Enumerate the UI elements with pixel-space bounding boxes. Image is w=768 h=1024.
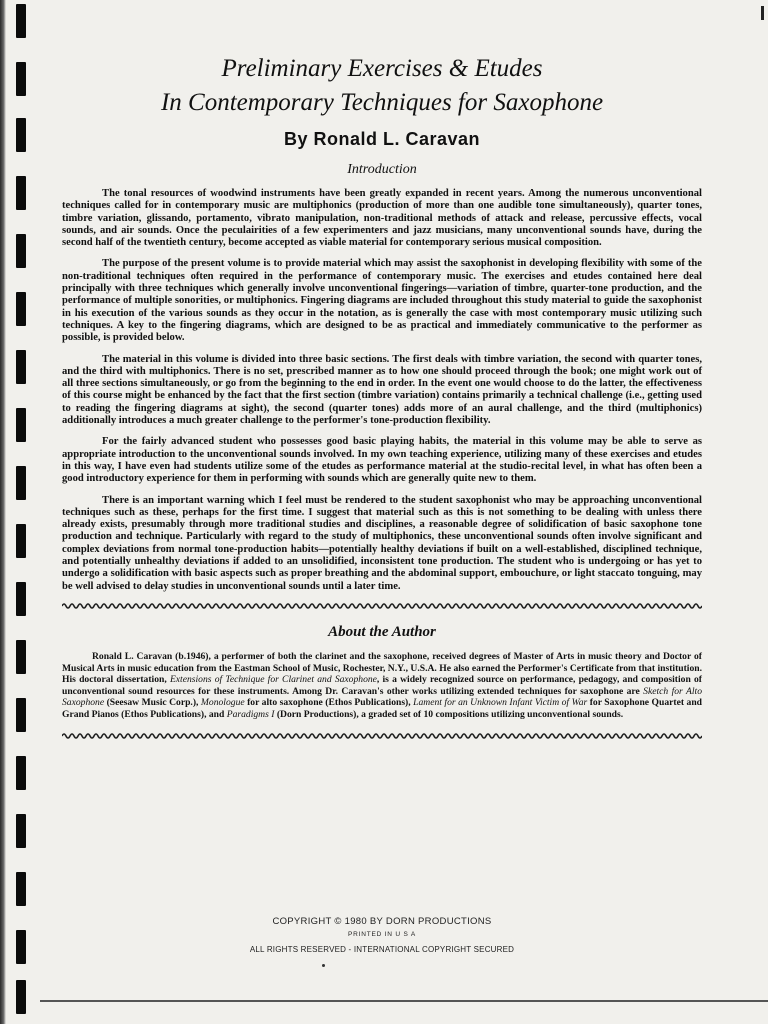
binding-hole xyxy=(16,62,26,96)
binding-hole xyxy=(16,176,26,210)
binding-hole xyxy=(16,118,26,152)
printed-in-line: PRINTED IN U S A xyxy=(347,931,417,938)
copyright-line: COPYRIGHT © 1980 BY DORN PRODUCTIONS xyxy=(272,916,492,927)
binding-hole xyxy=(16,4,26,38)
wavy-divider-2 xyxy=(62,732,702,740)
intro-paragraph-2: The purpose of the present volume is to provide material which may assist the saxophonist in developing flexibility with some of the non-traditional techniques often required in the performance of contemporary music. The exercises and etudes contained here deal principally with three techniques which generally involve unconventional fingerings—variation of timbre, quarter-tone production, and the performance of multiple sonorities, or multiphonics. Fingering diagrams are included throughout this study material to guide the saxophonist in his execution of the various sounds as they occur in the notation, as is generally the case with most contemporary music utilizing such techniques. A key to the fingering diagrams, which are designed to be as practical and immediately communicative to the performer as possible, is provided below. xyxy=(62,258,702,344)
title-line-1: Preliminary Exercises & Etudes xyxy=(221,55,543,82)
binding-hole xyxy=(16,814,26,848)
binding-hole xyxy=(16,756,26,790)
binding-hole xyxy=(16,292,26,326)
page-corner-mark xyxy=(761,6,764,20)
binding-hole xyxy=(16,466,26,500)
wavy-divider-1 xyxy=(62,602,702,610)
binding-hole xyxy=(16,640,26,674)
page-edge-shadow xyxy=(0,0,6,1024)
binding-hole xyxy=(16,524,26,558)
rights-reserved-line: ALL RIGHTS RESERVED - INTERNATIONAL COPYRIGHT SECURED xyxy=(249,945,515,954)
binding-hole xyxy=(16,980,26,1014)
about-author-heading: About the Author xyxy=(328,623,436,640)
binding-hole xyxy=(16,930,26,964)
binding-hole xyxy=(16,698,26,732)
intro-paragraph-3: The material in this volume is divided into three basic sections. The first deals with timbre variation, the second with quarter tones, and the third with multiphonics. There is no set, prescribed manner as to how one should proceed through the book; one might work out of all three sections simultaneously, or go from the beginning to the end in order. In the event one would choose to do the latter, the effectiveness of this course might be enhanced by the fact that the first section (timbre variation) contains primarily a technical challenge (i.e., getting used to reading the fingering diagrams at sight), the second (quarter tones) adds more of an aural challenge, and the third (multiphonics) additionally introduces a much greater challenge to the performer's tone-production flexibility. xyxy=(62,353,702,427)
intro-paragraph-5: There is an important warning which I feel must be rendered to the student saxophonist who may be approaching unconventional techniques such as these, perhaps for the first time. I suggest that material such as this is not something to be dealing with unless there already exists, presumably through more traditional studies and disciplines, a reasonable degree of solidification of basic saxophone tone production and technique. Particularly with regard to the study of multiphonics, these unconventional sounds often involve significant and complex deviations from normal tone-production habits—potentially healthy deviations if built on a well-established, disciplined technique, and potentially unhealthy deviations if added to an unsolidified, inconsistent tone production. The student who is undergoing or has yet to undergo a solidification with basic aspects such as proper breathing and the abdominal support, embouchure, or light staccato tonguing, may be well advised to delay studies in unconventional sounds until a later time. xyxy=(62,494,702,592)
spiral-binding xyxy=(0,0,40,1024)
printer-dot xyxy=(322,964,325,967)
author-byline: By Ronald L. Caravan xyxy=(283,129,481,149)
binding-hole xyxy=(16,350,26,384)
binding-hole xyxy=(16,234,26,268)
document-page xyxy=(62,52,702,744)
author-bio: Ronald L. Caravan (b.1946), a performer of both the clarinet and the saxophone, received degrees of Master of Arts in music theory and Doctor of Musical Arts in music education from the Eastman School of Music, Rochester, N.Y., U.S.A. He also earned the Performer's Certificate from that institution. His doctoral dissertation, Extensions of Technique for Clarinet and Saxophone, is a widely recognized source on performance, pedagogy, and composition of unconventional sound resources for these instruments. Among Dr. Caravan's other works utilizing extended techniques for saxophone are Sketch for Alto Saxophone (Seesaw Music Corp.), Monologue for alto saxophone (Ethos Publications), Lament for an Unknown Infant Victim of War for Saxophone Quartet and Grand Pianos (Ethos Publications), and Paradigms I (Dorn Productions), a graded set of 10 compositions utilizing unconventional sounds. xyxy=(62,650,703,720)
binding-hole xyxy=(16,582,26,616)
binding-hole xyxy=(16,408,26,442)
page-bottom-edge xyxy=(40,1000,768,1002)
intro-paragraph-1: The tonal resources of woodwind instruments have been greatly expanded in recent years. Among the numerous unconventional techniques called for in contemporary music are multiphonics (production of more than one audible tone simultaneously), quarter tones, timbre variation, glissando, portamento, vibrato manipulation, non-traditional methods of attack and release, percussive effects, vocal sounds, and air sounds. Once the peculairities of a few experimenters and jazz musicians, many unconventional sounds have, during the second half of the twentieth century, become accepted as viable material for contemporary serious musical composition. xyxy=(62,188,702,249)
title-line-2: In Contemporary Techniques for Saxophone xyxy=(160,89,604,116)
binding-hole xyxy=(16,872,26,906)
introduction-heading: Introduction xyxy=(347,162,417,177)
intro-paragraph-4: For the fairly advanced student who possesses good basic playing habits, the material in this volume may be able to serve as appropriate introduction to the unconventional sounds involved. In my own teaching experience, utilizing many of these exercises and etudes in this way, I have even had students utilize some of the etudes as performance material at the studio-recital level, in what has often been a good introductory experience for them in performing with sounds which are generally quite new to them. xyxy=(62,436,702,485)
